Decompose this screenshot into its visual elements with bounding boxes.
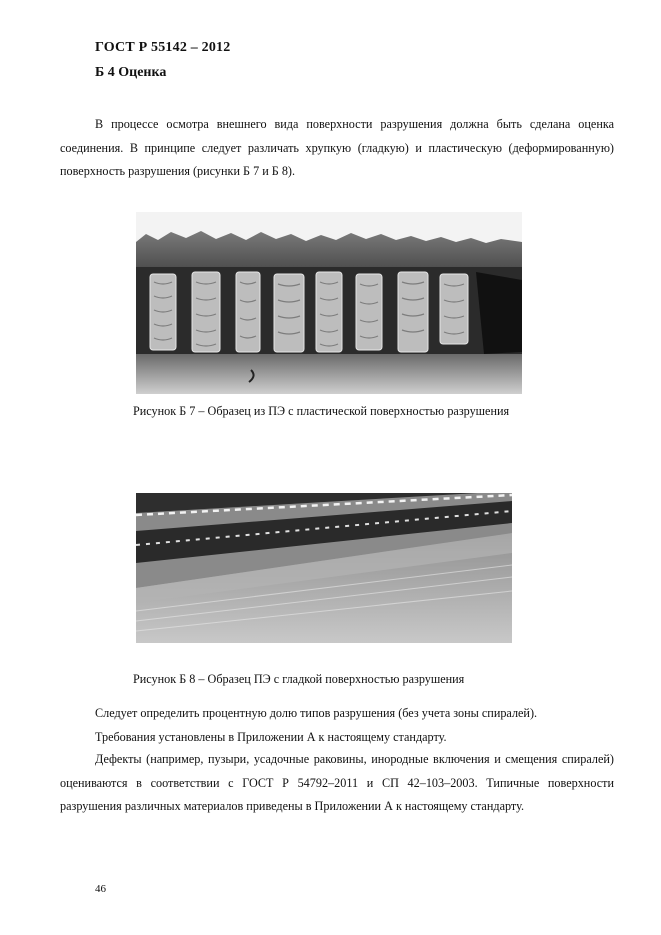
standard-header: ГОСТ Р 55142 – 2012	[95, 40, 231, 55]
requirements-paragraph: Требования установлены в Приложении А к настоящему стандарту.	[95, 730, 447, 744]
intro-paragraph: В процессе осмотра внешнего вида поверхности разрушения должна быть сделана оценка соединения. В принципе следует различать хрупкую (гладкую) и пластическую (деформированную) поверхность разрушения (рисунки Б 7 и Б 8).	[60, 117, 614, 178]
figure-b8-caption: Рисунок Б 8 – Образец ПЭ с гладкой поверхностью разрушения	[133, 672, 465, 686]
brittle-fracture-photo	[136, 493, 512, 643]
ductile-fracture-photo	[136, 212, 522, 394]
page-number: 46	[95, 883, 106, 895]
defects-paragraph: Дефекты (например, пузыри, усадочные раковины, инородные включения и смещения спиралей) оцениваются в соответствии с ГОСТ Р 54792–2011 и СП 42–103–2003. Типичные поверхности разрушения различных материалов приведены в Приложении А к настоящему стандарту.	[60, 752, 614, 813]
figure-b7-caption: Рисунок Б 7 – Образец из ПЭ с пластической поверхностью разрушения	[133, 404, 510, 418]
determine-paragraph: Следует определить процентную долю типов разрушения (без учета зоны спиралей).	[95, 706, 538, 720]
figure-b7-photo	[136, 212, 522, 394]
section-title: Б 4 Оценка	[95, 65, 167, 80]
figure-b8-photo	[136, 493, 512, 643]
